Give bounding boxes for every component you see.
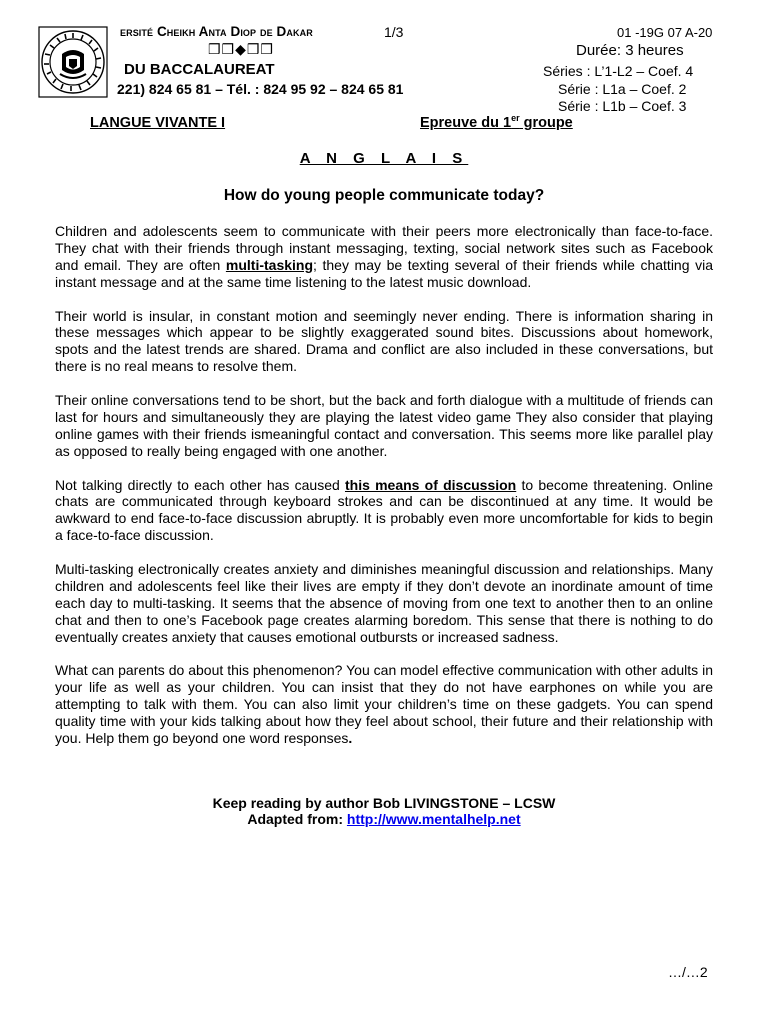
exam-group-superscript: er — [511, 113, 520, 124]
exam-duration: Durée: 3 heures — [576, 42, 684, 59]
office-name: DU BACCALAUREAT — [124, 61, 275, 78]
paragraph-2: Their world is insular, in constant motion and seemingly never ending. There is information sharing in these messages which appear to be slightly exaggerated sound bites. Discussions about homework, spots and the latest trends are shared. Drama and conflict are also included in these conversations, but there is no real means to resolve them. — [55, 307, 713, 375]
exam-code: 01 -19G 07 A-20 — [617, 25, 713, 40]
paragraph-5: Multi-tasking electronically creates anxiety and diminishes meaningful discussion and relationships. Many children and adolescents feel like their lives are empty if they don’t devote an inordinate amount of time each day to multi-tasking. It seems that the absence of moving from one text to another then to an online chat and then to one’s Facebook page creates alarming boredom. This sense that there is nothing to do eventually creates anxiety that causes emotional outbursts or increased sadness. — [55, 561, 713, 645]
author-credit: Keep reading by author Bob LIVINGSTONE – LCSW — [212, 795, 556, 811]
subject-title: A N G L A I S — [299, 150, 469, 167]
university-name: ersité Cheikh Anta Diop de Dakar — [120, 24, 313, 39]
page-fraction: 1/3 — [384, 24, 404, 40]
source-credit — [0, 811, 768, 827]
highlight-means-of-discussion: this means of discussion — [344, 476, 517, 493]
paragraph-1-end: ; they may be texting several of their friends while chatting via instant message and at the same time listening to the latest music download. — [55, 256, 713, 290]
paragraph-4-start: Not talking directly to each other has caused — [55, 476, 345, 493]
exam-group-label — [420, 115, 573, 131]
paragraph-6 — [55, 662, 713, 747]
series-line-2: Série : L1a – Coef. 2 — [558, 81, 687, 97]
source-label: Adapted from: — [247, 811, 347, 827]
subject-label: LANGUE VIVANTE I — [90, 115, 226, 131]
paragraph-1-start: Children and adolescents seem to communicate with their peers more electronically than face-to-face. They chat with their friends through instant messaging, texting, social network sites such as Facebook and email. They are often — [55, 223, 713, 273]
exam-group-prefix: Epreuve du 1 — [420, 115, 512, 131]
phone-line: 221) 824 65 81 – Tél. : 824 95 92 – 824 65 81 — [117, 81, 404, 97]
paragraph-3: Their online conversations tend to be short, but the back and forth dialogue with a multitude of friends can last for hours and simultaneously they are playing the latest video game They also consider that playing online games with their friends ismeaningful contact and conversation. This seems more like parallel play as opposed to really being engaged with one another. — [55, 392, 713, 459]
paragraph-6-period: . — [348, 730, 353, 747]
series-line-1: Séries : L’1-L2 – Coef. 4 — [543, 63, 694, 79]
ornament-divider: ❒❒◆❒❒ — [208, 41, 274, 57]
highlight-multi-tasking: multi-tasking — [225, 256, 314, 273]
reading-text — [55, 223, 713, 764]
university-seal-icon — [38, 26, 108, 98]
paragraph-1 — [55, 223, 713, 291]
paragraph-4-end: to become threatening. Online chats are communicated through keyboard strokes and can be discontinued at any time. It would be awkward to end face-to-face discussion abruptly. It is probably even more uncomfortable for kids to begin a face-to-face discussion. — [55, 476, 713, 544]
paragraph-6-text: What can parents do about this phenomenon? You can model effective communication with other adults in your life as well as your children. You can insist that they do not have earphones on while you are attempting to talk with them. You can also limit your children’s time on these gadgets. You can spend quality time with your kids talking about how they feel about school, their future and their relationship with you. Help them go beyond one word responses — [55, 662, 713, 747]
exam-group-suffix: groupe — [519, 115, 573, 131]
series-line-3: Série : L1b – Coef. 3 — [558, 98, 687, 114]
page-number: …/…2 — [668, 964, 708, 980]
text-title: How do young people communicate today? — [223, 187, 545, 204]
source-link[interactable]: http://www.mentalhelp.net — [346, 811, 521, 827]
paragraph-4 — [55, 477, 713, 545]
